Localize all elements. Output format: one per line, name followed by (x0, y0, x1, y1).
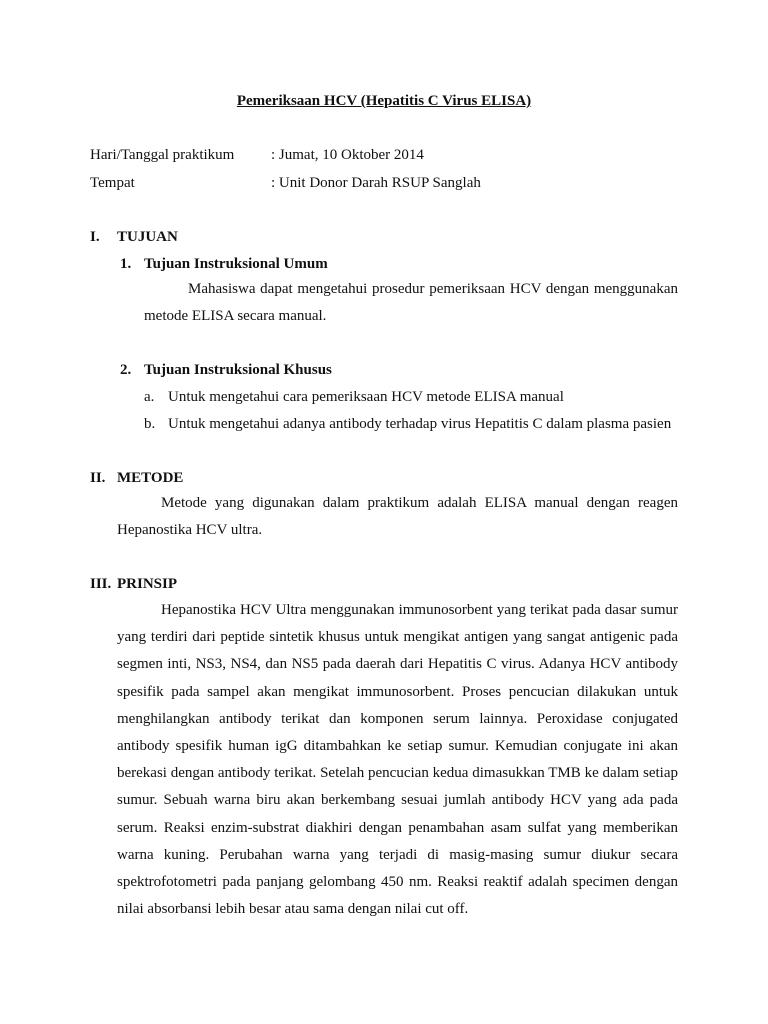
section-number: II. (90, 470, 106, 486)
subheading-tujuan-umum (120, 255, 328, 273)
subheading-title: Tujuan Instruksional Umum (144, 256, 328, 272)
section-title: PRINSIP (117, 576, 178, 592)
list-item (144, 415, 671, 433)
subheading-tujuan-khusus (120, 361, 332, 379)
list-item-text: Untuk mengetahui adanya antibody terhadap virus Hepatitis C dalam plasma pasien (168, 416, 672, 432)
section-number: III. (90, 576, 112, 592)
subheading-number: 2. (120, 362, 132, 378)
meta-value-place: : Unit Donor Darah RSUP Sanglah (271, 175, 481, 191)
section-number: I. (90, 229, 100, 245)
list-item (144, 388, 564, 406)
meta-label-date: Hari/Tanggal praktikum (90, 147, 235, 163)
paragraph-metode: Metode yang digunakan dalam praktikum adalah ELISA manual dengan reagen Hepanostika HCV ultra. (117, 495, 678, 539)
list-item-text: Untuk mengetahui cara pemeriksaan HCV metode ELISA manual (168, 389, 564, 405)
meta-label-place: Tempat (90, 175, 135, 191)
meta-value-date: : Jumat, 10 Oktober 2014 (271, 147, 424, 163)
section-title: TUJUAN (117, 229, 178, 245)
paragraph-tujuan-umum: Mahasiswa dapat mengetahui prosedur pemeriksaan HCV dengan menggunakan metode ELISA secara manual. (144, 281, 678, 325)
subheading-title: Tujuan Instruksional Khusus (144, 362, 332, 378)
section-title: METODE (117, 470, 184, 486)
paragraph-prinsip: Hepanostika HCV Ultra menggunakan immunosorbent yang terikat pada dasar sumur yang terdiri dari peptide sintetik khusus untuk mengikat antigen yang sangat antigenic pada segmen inti, NS3, NS4, dan NS5 pada daerah dari Hepatitis C virus. Adanya HCV antibody spesifik pada sampel akan mengikat immunosorbent. Proses pencucian dilakukan untuk menghilangkan antibody terikat dan komponen serum lainnya. Peroxidase conjugated antibody spesifik human igG ditambahkan ke setiap sumur. Kemudian conjugate ini akan berekasi dengan antibody terikat. Setelah pencucian kedua dimasukkan TMB ke dalam setiap sumur. Sebuah warna biru akan berkembang sesuai jumlah antibody HCV yang ada pada serum. Reaksi enzim-substrat diakhiri dengan penambahan asam sulfat yang memberikan warna kuning. Perubahan warna yang terjadi di masig-masing sumur diukur secara spektrofotometri pada panjang gelombang 450 nm. Reaksi reaktif adalah specimen dengan nilai absorbansi lebih besar atau sama dengan nilai cut off. (117, 602, 678, 918)
page-title: Pemeriksaan HCV (Hepatitis C Virus ELISA) (236, 93, 532, 109)
subheading-number: 1. (120, 256, 132, 272)
list-item-letter: b. (144, 416, 156, 432)
list-item-letter: a. (144, 389, 155, 405)
